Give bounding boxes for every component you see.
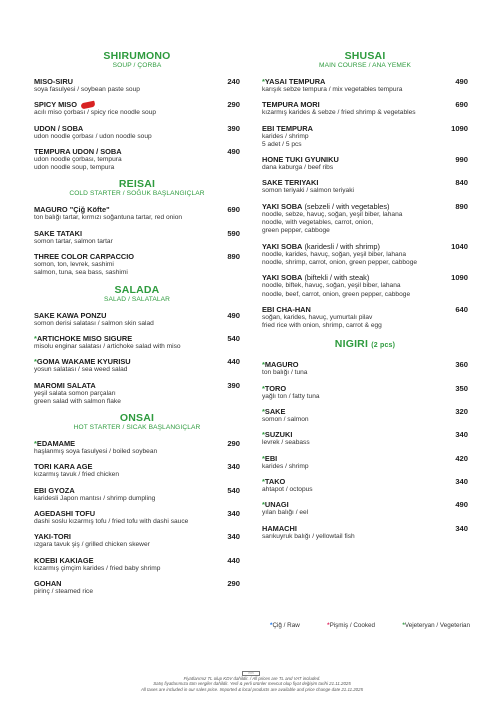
menu-item-row	[34, 357, 240, 366]
menu-item-description: ahtapot / octopus	[262, 485, 313, 493]
menu-item	[262, 407, 468, 424]
menu-item-price: 390	[227, 123, 240, 133]
section-subtitle: COLD STARTER / SOĞUK BAŞLANGIÇLAR	[69, 190, 205, 198]
menu-item-price: 540	[227, 333, 240, 343]
menu-item-name-wrap	[262, 273, 369, 282]
menu-item-price: 690	[455, 100, 468, 110]
section-subtitle: MAIN COURSE / ANA YEMEK	[319, 62, 411, 69]
menu-item-name-wrap	[34, 252, 134, 261]
footer-line: Fiyatlarımız TL olup KDV dahildir. / All prices are TL and VAT included.	[183, 676, 321, 681]
menu-item-row	[262, 155, 468, 164]
right-column	[262, 50, 468, 547]
menu-item-name: SAKE	[264, 407, 286, 417]
menu-items	[34, 439, 240, 596]
menu-item-description: ton balığı / tuna	[262, 369, 308, 377]
menu-item-price: 890	[227, 252, 240, 262]
menu-item-name: TEMPURA UDON / SOBA	[34, 146, 122, 156]
menu-item	[262, 242, 468, 268]
menu-item-name: MISO-SIRU	[34, 77, 74, 86]
menu-item-row	[262, 242, 468, 251]
menu-item-name: UNAGI	[264, 500, 289, 510]
menu-item-price: 1090	[451, 273, 468, 283]
tax-logo-icon: ▭▭	[242, 671, 260, 676]
menu-item-price: 290	[227, 100, 240, 110]
menu-items	[34, 205, 240, 277]
menu-item-name: SPICY MISO	[34, 100, 77, 110]
menu-item-name-wrap	[262, 202, 389, 211]
menu-item-row	[262, 477, 468, 486]
menu-items	[262, 77, 468, 330]
menu-item-name: YAKI SOBA	[262, 201, 303, 211]
vegetarian-mark: *	[262, 500, 265, 510]
menu-item-description: fried rice with onion, shrimp, carrot & egg	[262, 322, 382, 330]
menu-item-name-wrap	[34, 439, 75, 448]
menu-item	[34, 381, 240, 407]
menu-item-name-wrap	[34, 486, 75, 495]
menu-item	[262, 454, 468, 471]
menu-item-name-wrap	[262, 500, 289, 509]
menu-item-row	[262, 524, 468, 533]
menu-item-price: 590	[227, 228, 240, 238]
section-subtitle: SALAD / SALATALAR	[104, 295, 170, 303]
menu-item-price: 990	[455, 155, 468, 165]
menu-item-description: ton balığı tartar, kırmızı soğantuna tartar, red onion	[34, 214, 183, 222]
menu-item-price: 340	[227, 462, 240, 472]
menu-item-name-wrap	[262, 124, 313, 133]
menu-item-description: acılı miso çorbası / spicy rice noodle soup	[34, 109, 157, 117]
menu-item-price: 440	[227, 555, 240, 565]
menu-item-name: TAKO	[264, 476, 286, 486]
vegetarian-mark: *	[34, 333, 37, 343]
menu-item	[34, 311, 240, 328]
menu-item-price: 490	[227, 146, 240, 156]
menu-item-description: noodle, beef, carrot, onion, green pepper, cabboge	[262, 290, 411, 298]
menu-item-name: EBI TEMPURA	[262, 123, 313, 133]
menu-item-price: 440	[227, 357, 240, 367]
section-title	[262, 338, 468, 352]
menu-item-description: noodle, shrimp, carrot, onion, green pepper, cabboge	[262, 258, 418, 266]
menu-item-row	[262, 124, 468, 133]
legend-mark: *	[402, 622, 405, 629]
menu-item-row	[262, 407, 468, 416]
menu-item-name-wrap	[34, 357, 131, 366]
menu-item-description: green pepper, cabboge	[262, 227, 330, 235]
menu-item-description: ızgara tavuk şiş / grilled chicken skewer	[34, 541, 150, 549]
menu-item-row	[34, 229, 240, 238]
menu-item-name: ARTICHOKE MISO SIGURE	[36, 333, 133, 343]
menu-item	[34, 229, 240, 246]
menu-item	[262, 100, 468, 117]
menu-item-price: 290	[227, 439, 240, 449]
menu-item-name-wrap	[34, 205, 110, 214]
menu-item-description: yağlı ton / fatty tuna	[262, 392, 320, 400]
menu-item	[34, 579, 240, 596]
vegetarian-mark: *	[34, 357, 37, 367]
menu-item	[262, 77, 468, 94]
menu-item-name: EDAMAME	[36, 439, 76, 449]
footer-line: Satış fiyatlarımıza tüm vergiler dahildir. Yerli & yerli ürünler mevcut olup fiyat değişim tarihi 21.11.2025	[153, 681, 351, 687]
vegetarian-mark: *	[262, 77, 265, 86]
menu-item-name-wrap	[262, 430, 292, 439]
legend-label: Çiğ / Raw	[272, 622, 300, 629]
menu-item-row	[262, 305, 468, 314]
menu-item-name: SAKE KAWA PONZU	[34, 310, 107, 320]
section-title: SHUSAI	[344, 50, 386, 62]
menu-item-description: noodle, karides, havuç, soğan, yeşil biber, lahana	[262, 250, 407, 258]
menu-item-name-wrap	[34, 556, 94, 565]
menu-item-row	[262, 273, 468, 282]
nigiri-title-note: (2 pcs)	[371, 342, 396, 350]
menu-item-row	[34, 462, 240, 471]
menu-item-price: 350	[455, 383, 468, 393]
menu-item-description: dashi soslu kızarmış tofu / fried tofu with dashi sauce	[34, 518, 189, 526]
legend-item	[270, 622, 300, 629]
menu-item-name: MAGURO "Çiğ Köfte"	[34, 205, 110, 215]
menu-item-name: AGEDASHI TOFU	[34, 509, 96, 519]
menu-item-description: levrek / seabass	[262, 439, 310, 447]
menu-item-name-wrap	[262, 77, 325, 86]
menu-item-name-wrap	[262, 305, 311, 314]
section-subtitle: HOT STARTER / SICAK BAŞLANGIÇLAR	[73, 424, 201, 432]
menu-item-name: EBI GYOZA	[34, 485, 75, 495]
menu-item-name-wrap	[262, 477, 285, 486]
menu-item-price: 840	[455, 178, 468, 188]
section-title: SHIRUMONO	[103, 50, 171, 62]
menu-item-name-wrap	[262, 454, 277, 463]
menu-item	[262, 500, 468, 517]
menu-item-name-wrap	[34, 532, 71, 541]
menu-item-row	[34, 124, 240, 133]
menu-item-row	[262, 100, 468, 109]
menu-item	[262, 477, 468, 494]
menu-item-row	[34, 147, 240, 156]
menu-items	[34, 311, 240, 406]
menu-items	[34, 77, 240, 172]
menu-item	[262, 202, 468, 236]
menu-item	[34, 509, 240, 526]
menu-item-name: KOEBI KAKIAGE	[34, 555, 94, 565]
menu-item-description: karışık sebze tempura / mix vegetables tempura	[262, 86, 403, 93]
menu-item-description: udon noodle çorbası / udon noodle soup	[34, 132, 152, 140]
menu-item-description: kızarmış çimçim karides / fried baby shrimp	[34, 564, 161, 572]
vegetarian-mark: *	[262, 383, 265, 393]
section-title: REISAI	[118, 178, 156, 191]
menu-item-name-wrap	[262, 384, 286, 393]
menu-item-price: 360	[455, 360, 468, 370]
menu-item-name: EBI CHA-HAN	[262, 304, 311, 314]
menu-item-row	[34, 311, 240, 320]
section-shusai	[262, 50, 468, 330]
menu-item-name: MAROMI SALATA	[34, 380, 96, 390]
menu-item-description: karides / shrimp	[262, 132, 309, 140]
nigiri-title: NIGIRI	[334, 338, 369, 351]
menu-item-row	[262, 384, 468, 393]
legend-label: Vejeteryan / Vegeterian	[404, 622, 470, 629]
menu-item-price: 340	[227, 509, 240, 519]
menu-item-name: HAMACHI	[262, 523, 297, 533]
menu-item-price: 420	[455, 453, 468, 463]
footer-notes	[0, 676, 504, 692]
menu-item-description: green salad with salmon flake	[34, 397, 121, 405]
menu-item-description: haşlanmış soya fasulyesi / boiled soybean	[34, 448, 158, 456]
menu-item-description: somon teriyaki / salmon teriyaki	[262, 187, 354, 195]
menu-item-name: HONE TUKI GYUNIKU	[262, 155, 339, 165]
menu-item-row	[34, 509, 240, 518]
menu-item-name: SAKE TERIYAKI	[262, 178, 319, 188]
menu-item-row	[262, 500, 468, 509]
section-onsai	[34, 412, 240, 596]
section-salada	[34, 284, 240, 406]
menu-item-description: somon tartar, salmon tartar	[34, 237, 113, 245]
menu-item-row	[34, 100, 240, 109]
menu-item-description: noodle, with vegetables, carrot, onion,	[262, 219, 374, 227]
section-subtitle: SOUP / ÇORBA	[112, 62, 162, 69]
left-column	[34, 50, 240, 602]
menu-item	[34, 124, 240, 141]
menu-item-price: 890	[455, 201, 468, 211]
menu-item-description: kızarmış karides & sebze / fried shrimp & vegetables	[262, 109, 416, 117]
menu-item	[262, 273, 468, 299]
menu-item-description: yosun salatası / sea weed salad	[34, 366, 128, 374]
menu-item-row	[34, 334, 240, 343]
section-shirumono	[34, 50, 240, 172]
section-title: SALADA	[114, 283, 160, 296]
menu-item-name: GOHAN	[34, 578, 62, 588]
menu-item-name-wrap	[262, 407, 285, 416]
menu-item	[34, 556, 240, 573]
menu-item-name-wrap	[34, 509, 95, 518]
menu-item-variant: (biftekli / with steak)	[302, 273, 370, 283]
legend-mark: *	[270, 622, 273, 629]
section-nigiri	[262, 338, 468, 540]
menu-item-description: udon noodle soup, tempura	[34, 164, 115, 172]
menu-item	[262, 360, 468, 377]
menu-item	[34, 77, 240, 94]
menu-item	[262, 305, 468, 331]
menu-item-name-wrap	[34, 381, 96, 390]
menu-item-price: 690	[227, 205, 240, 215]
menu-item	[262, 524, 468, 541]
vegetarian-mark: *	[262, 453, 265, 463]
menu-item-price: 240	[227, 77, 240, 86]
menu-item-price: 540	[227, 485, 240, 495]
menu-item-name-wrap	[34, 100, 95, 109]
menu-item-name-wrap	[262, 155, 339, 164]
menu-item	[34, 357, 240, 374]
menu-item-name: TORO	[264, 383, 287, 393]
menu-item-variant: (karidesli / with shrimp)	[302, 241, 381, 251]
menu-item-description: karidesli Japon mantısı / shrimp dumpling	[34, 494, 156, 502]
vegetarian-mark: *	[262, 360, 265, 370]
menu-item-name-wrap	[262, 524, 297, 533]
menu-item-description: soya fasulyesi / soybean paste soup	[34, 86, 140, 93]
legend-item	[327, 622, 375, 629]
menu-item-name-wrap	[34, 579, 62, 588]
menu-item-description: yılan balığı / eel	[262, 509, 309, 517]
menu-item-price: 340	[455, 430, 468, 440]
menu-item-description: udon noodle çorbası, tempura	[34, 155, 122, 163]
menu-item-name: EBI	[264, 453, 278, 463]
menu-item-name: TORI KARA AGE	[34, 462, 93, 472]
menu-item	[262, 124, 468, 150]
menu-item-name-wrap	[34, 77, 73, 86]
menu-item-description: sarıkuyruk balığı / yellowtail fish	[262, 532, 355, 540]
menu-item-name-wrap	[34, 311, 106, 320]
menu-item-price: 290	[227, 578, 240, 588]
menu-item-row	[34, 205, 240, 214]
menu-item-description: karides / shrimp	[262, 462, 309, 470]
legend-label: Pişmiş / Cooked	[329, 622, 376, 629]
menu-item-name: YAKI SOBA	[262, 241, 303, 251]
menu-item	[34, 205, 240, 222]
menu-item-description: salmon, tuna, sea bass, sashimi	[34, 269, 128, 277]
menu-item-name: YAKI SOBA	[262, 273, 303, 283]
legend	[270, 622, 470, 629]
footer-line: All taxes are included in our sales price. Imported & local products are available and price change date 21.11.2025	[140, 686, 364, 692]
menu-item	[262, 430, 468, 447]
section-title: ONSAI	[119, 412, 155, 425]
menu-item-name-wrap	[262, 360, 299, 369]
menu-item-price: 390	[227, 380, 240, 390]
vegetarian-mark: *	[262, 407, 265, 417]
menu-item-description: 5 adet / 5 pcs	[262, 140, 302, 148]
menu-item-price: 490	[455, 77, 468, 86]
section-reisai	[34, 178, 240, 277]
menu-item-price: 1090	[451, 123, 468, 133]
vegetarian-mark: *	[262, 430, 265, 440]
menu-item-price: 320	[455, 407, 468, 417]
menu-item-row	[262, 454, 468, 463]
menu-item-name-wrap	[262, 178, 318, 187]
menu-item-name: MAGURO	[264, 360, 299, 370]
menu-item-row	[34, 439, 240, 448]
menu-item-name-wrap	[34, 124, 83, 133]
menu-item-row	[34, 556, 240, 565]
menu-item-name-wrap	[34, 147, 122, 156]
menu-item-price: 490	[455, 500, 468, 510]
menu-item-row	[262, 430, 468, 439]
menu-item-row	[34, 579, 240, 588]
menu-item-name-wrap	[262, 100, 320, 109]
legend-item	[402, 622, 470, 629]
menu-item	[34, 439, 240, 456]
menu-item	[34, 486, 240, 503]
menu-item-price: 640	[455, 304, 468, 314]
menu-item-row	[34, 532, 240, 541]
menu-item-name: TEMPURA MORI	[262, 100, 320, 110]
menu-item-price: 340	[227, 532, 240, 542]
menu-item	[34, 462, 240, 479]
menu-item-description: somon, ton, levrek, sashimi	[34, 261, 114, 269]
menu-item	[34, 334, 240, 351]
vegetarian-mark: *	[34, 439, 37, 449]
menu-item	[34, 532, 240, 549]
menu-item-name-wrap	[34, 229, 82, 238]
menu-item-row	[262, 178, 468, 187]
menu-item-description: kızarmış tavuk / fried chicken	[34, 471, 120, 479]
menu-item-description: dana kaburga / beef ribs	[262, 164, 334, 172]
menu-item-name: UDON / SOBA	[34, 123, 84, 133]
menu-item	[34, 147, 240, 173]
menu-item-row	[262, 77, 468, 86]
menu-item	[262, 155, 468, 172]
menu-item-description: noodle, sebze, havuç, soğan, yeşil biber, lahana	[262, 210, 403, 218]
menu-item-name-wrap	[34, 334, 132, 343]
menu-item-name: SAKE TATAKI	[34, 228, 83, 238]
menu-item-row	[34, 486, 240, 495]
menu-item-name-wrap	[262, 242, 380, 251]
menu-item	[34, 100, 240, 117]
menu-item	[34, 252, 240, 278]
menu-item-row	[34, 381, 240, 390]
menu-item-variant: (sebzeli / with vegetables)	[302, 201, 390, 211]
menu-item-row	[262, 202, 468, 211]
menu-item-row	[34, 77, 240, 86]
menu-item-row	[34, 252, 240, 261]
menu-item-price: 490	[227, 310, 240, 320]
menu-items	[262, 360, 468, 540]
legend-mark: *	[327, 622, 330, 629]
menu-item-description: yeşil salata somon parçaları	[34, 389, 116, 397]
menu-item-price: 340	[455, 523, 468, 533]
menu-item-description: somon / salmon	[262, 416, 309, 424]
menu-item-name: GOMA WAKAME KYURISU	[36, 357, 131, 367]
menu-item-description: misolu enginar salatası / artichoke salad with miso	[34, 342, 181, 350]
menu-item-name: YAKI-TORI	[34, 532, 71, 542]
menu-item	[262, 178, 468, 195]
vegetarian-mark: *	[262, 476, 265, 486]
menu-item-price: 1040	[451, 241, 468, 251]
menu-item-name: YASAI TEMPURA	[264, 77, 326, 86]
menu-item	[262, 384, 468, 401]
menu-item-description: pirinç / steamed rice	[34, 587, 93, 595]
menu-item-description: noodle, biftek, havuç, soğan, yeşil biber, lahana	[262, 282, 401, 290]
menu-item-row	[262, 360, 468, 369]
menu-item-name: SUZUKI	[264, 430, 293, 440]
menu-item-description: somon derisi salatası / salmon skin salad	[34, 319, 154, 327]
menu-item-description: soğan, karides, havuç, yumurtalı pilav	[262, 313, 373, 321]
menu-item-name-wrap	[34, 462, 92, 471]
menu-item-name: THREE COLOR CARPACCIO	[34, 252, 135, 262]
menu-item-price: 340	[455, 476, 468, 486]
